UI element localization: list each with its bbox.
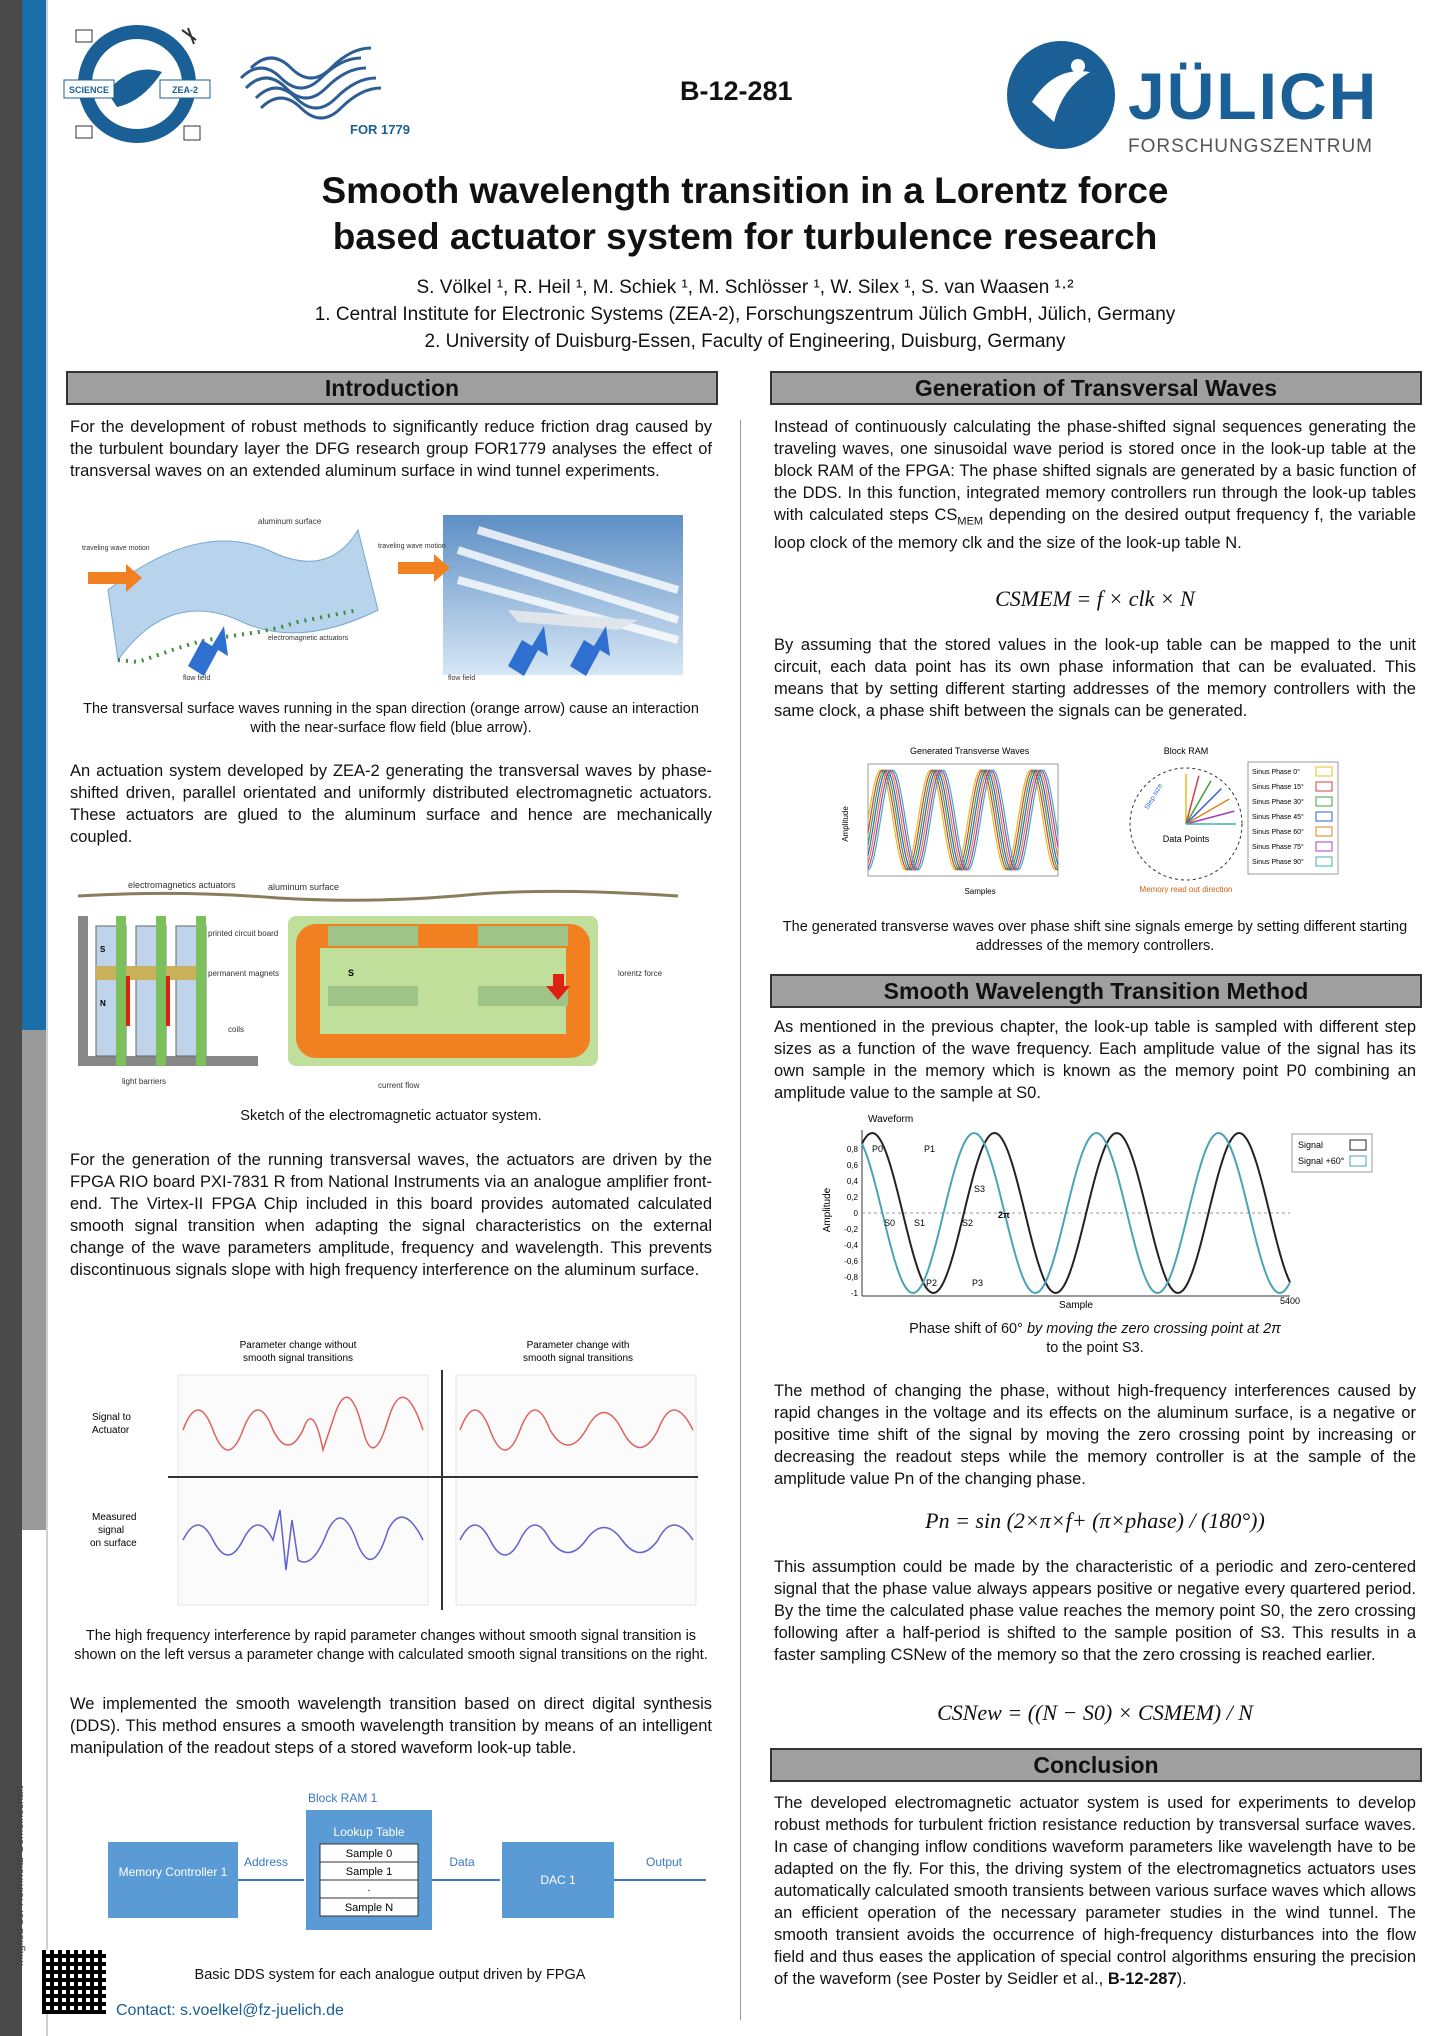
dds-sample-0: Sample 0 [345, 1848, 393, 1860]
fig2-magnets-label: permanent magnets [208, 969, 280, 978]
dds-dots: . [367, 1882, 371, 1894]
fig4-caption: Basic DDS system for each analogue output driven by FPGA [194, 1967, 586, 1983]
fig2-lorentz-label: lorentz force [618, 969, 663, 978]
wave-y-tick: 0,6 [846, 1161, 858, 1170]
wave-p1: P1 [924, 1144, 936, 1154]
gen-wave-line [868, 770, 1058, 870]
wave-series-line [862, 1133, 1290, 1293]
side-stripe-light [46, 0, 48, 2036]
affiliation-1: 1. Central Institute for Electronic Systems (ZEA-2), Forschungszentrum Jülich GmbH, Jülich, Germany [314, 304, 1176, 325]
actuator-sketch-figure [78, 876, 708, 1096]
gen-read-direction: Memory read out direction [1139, 885, 1233, 894]
fig2-em-actuators-label: electromagnetics actuators [128, 880, 236, 890]
gen-legend-entry: Sinus Phase 75° [1252, 844, 1304, 851]
authors: S. Völkel ¹, R. Heil ¹, M. Schiek ¹, M. Schlösser ¹, W. Silex ¹, S. van Waasen ¹·² [416, 277, 1074, 298]
julich-logo-text: JÜLICH [1128, 59, 1379, 133]
wave-legend-signal60: Signal +60° [1298, 1156, 1345, 1166]
fig2-n-1: N [100, 999, 106, 1008]
gen-legend-entry: Sinus Phase 30° [1252, 799, 1304, 806]
wave-fig-xlabel: Sample [1059, 1300, 1093, 1310]
generation-paragraph-1 [774, 416, 1416, 554]
conclusion-end: ). [1176, 1970, 1187, 1988]
contact-email[interactable]: Contact: s.voelkel@fz-juelich.de [116, 2002, 344, 2019]
science-label: SCIENCE [68, 85, 110, 95]
smooth-paragraph-2: The method of changing the phase, without high-frequency interferences caused by rapid changes in the voltage and its effects on the aluminum surface, is a negative or positive time shift of the signal by moving the zero crossing point by increasing or decreasing the readout steps while the memory controller is at the sample of the amplitude value Pn of the changing phase. [774, 1382, 1416, 1488]
conclusion-text: The developed electromagnetic actuator system is used for experiments to develop robust methods for turbulent friction resistance reduction by transversal surface waves. In case of changing inflow conditions waveform parameters like wavelength have to be adapted on the fly. For this, the driving system of the electromagnetics actuators uses automatically calculated smooth transients between various surface waves which allows an efficient operation of the necessary parameter studies in the wind tunnel. The smooth transient avoids the occurrence of high-frequency disturbances into the flow field and thus eases the application of special control algorithms ensuring the precision of the waveform (see Poster by Seidler et al., [774, 1794, 1416, 1988]
julich-logo-icon [1002, 36, 1120, 154]
generation-paragraph-2: By assuming that the stored values in the look-up table can be mapped to the unit circuit, each data point has its own phase information that can be evaluated. This means that by setting different starting addresses of the memory controllers with the same clock, a phase shift between the signals can be generated. [774, 636, 1416, 720]
wave-y-tick: -0,8 [844, 1273, 858, 1282]
fig3-row2-a: Measured [92, 1512, 137, 1523]
wave-s0: S0 [884, 1218, 896, 1228]
authors-block [120, 274, 1370, 355]
fig2-barriers-label: light barriers [122, 1077, 167, 1086]
intro-paragraph-1: For the development of robust methods to significantly reduce friction drag caused by the turbulent boundary layer the DFG research group FOR1779 analyses the effect of transversal waves on an extended aluminum surface in wind tunnel experiments. [70, 418, 712, 480]
fig1-traveling-label-2: traveling wave motion [378, 543, 446, 550]
gen-legend-entry: Sinus Phase 90° [1252, 859, 1304, 866]
helmholtz-label: Mitglied der Helmholtz-Gemeinschaft [14, 1785, 26, 1966]
fig2-aluminum-label: aluminum surface [268, 882, 340, 892]
generation-p1-sub: MEM [957, 515, 984, 528]
generation-caption: The generated transverse waves over phase shift sine signals emerge by setting different starting addresses of the memory controllers. [782, 919, 1408, 954]
gen-legend-entry: Sinus Phase 0° [1252, 769, 1300, 776]
formula-pn: Pn = sin (2×π×f+ (π×phase) / (180°)) [925, 1508, 1265, 1533]
fig3-caption: The high frequency interference by rapid parameter changes without smooth signal transition is shown on the left versus a parameter change with calculated smooth signal transitions on the right. [74, 1628, 708, 1663]
smooth-paragraph-1: As mentioned in the previous chapter, the look-up table is sampled with different step sizes as a function of the wave frequency. Each amplitude value of the signal has its own sample in the memory which is known as the memory point P0 combining an amplitude value to the sample at S0. [774, 1018, 1416, 1102]
fig3-left-title-2: smooth signal transitions [242, 1353, 354, 1364]
poster-title [120, 168, 1370, 260]
wave-s2: S2 [962, 1218, 974, 1228]
dds-dac: DAC 1 [540, 1873, 576, 1887]
gen-legend-entry: Sinus Phase 15° [1252, 784, 1304, 791]
fig3-row2-c: on surface [90, 1538, 137, 1549]
wave-y-tick: -0,6 [844, 1257, 858, 1266]
wave-p0: P0 [872, 1144, 884, 1154]
qr-code[interactable] [42, 1950, 106, 2014]
gen-wave-line [868, 770, 1058, 870]
wave-caption-3: to the point S3. [1046, 1340, 1144, 1356]
fig3-row1-a: Signal to [92, 1412, 131, 1423]
wave-y-tick: -1 [850, 1289, 858, 1298]
zea-label: ZEA-2 [171, 85, 199, 95]
waveform-figure [820, 1110, 1380, 1310]
gen-legend-entry: Sinus Phase 60° [1252, 829, 1304, 836]
dds-output-label: Output [645, 1855, 683, 1869]
conclusion-heading: Conclusion [770, 1748, 1422, 1782]
fig3-left-title-1: Parameter change without [239, 1340, 357, 1351]
fig2-caption: Sketch of the electromagnetic actuator system. [240, 1108, 542, 1124]
generation-heading: Generation of Transversal Waves [770, 371, 1422, 405]
generation-p1-text: Instead of continuously calculating the phase-shifted signal sequences generating the traveling waves, one sinusoidal wave period is stored once in the look-up table at the block RAM of the FPGA: The phase shifted signals are generated by a basic function of the DDS. In this function, integrated memory controllers run through the look-up tables with calculated steps CS [774, 418, 1416, 524]
fig1-actuators-label: electromagnetic actuators [268, 635, 349, 642]
dds-memory-controller: Memory Controller 1 [118, 1865, 228, 1879]
gen-legend-entry: Sinus Phase 45° [1252, 814, 1304, 821]
gen-wave-line [868, 770, 1058, 870]
julich-logo-sub: FORSCHUNGSZENTRUM [1128, 136, 1373, 157]
column-divider [740, 420, 741, 2020]
wave-legend-signal: Signal [1298, 1140, 1324, 1150]
wave-y-tick: 0,8 [846, 1145, 858, 1154]
wave-fig-ylabel: Amplitude [822, 1187, 833, 1233]
dds-sample-n: Sample N [344, 1902, 394, 1914]
smooth-heading: Smooth Wavelength Transition Method [770, 974, 1422, 1008]
for1779-label: FOR 1779 [350, 122, 410, 137]
fig1-aluminum-label: aluminum surface [258, 517, 322, 526]
fig1-caption: The transversal surface waves running in the span direction (orange arrow) cause an interaction with the near-surface flow field (blue arrow). [83, 701, 699, 736]
fig2-s-2: S [348, 968, 355, 978]
title-line2: based actuator system for turbulence research [332, 216, 1158, 257]
wave-fig-xend: 5400 [1280, 1296, 1301, 1306]
dds-lut-label: Lookup Table [333, 1825, 405, 1839]
gen-fig-ylabel: Amplitude [841, 806, 850, 842]
dds-address-label: Address [243, 1855, 289, 1869]
wave-y-tick: 0,2 [846, 1193, 858, 1202]
fig2-pcb-label: printed circuit board [208, 929, 279, 938]
surface-wave-figure [78, 510, 708, 685]
intro-heading: Introduction [66, 371, 718, 405]
wave-caption-1: Phase shift of 60° [909, 1321, 1023, 1337]
signal-transition-figure [88, 1330, 698, 1620]
fig1-flow-label-2: flow field [448, 675, 476, 682]
gen-data-points: Data Points [1162, 834, 1210, 844]
gen-wave-line [868, 770, 1058, 870]
gen-fig-title: Generated Transverse Waves [910, 746, 1030, 756]
gen-wave-line [868, 770, 1058, 870]
fig1-traveling-label: traveling wave motion [82, 545, 150, 552]
wave-fig-title: Waveform [868, 1114, 914, 1125]
conclusion-ref[interactable]: B-12-287 [1107, 1970, 1177, 1988]
fig3-right-title-1: Parameter change with [526, 1340, 630, 1351]
wave-y-tick: 0 [853, 1209, 858, 1218]
side-stripe-grey [22, 1030, 46, 1530]
dds-data-label: Data [449, 1855, 475, 1869]
wave-s3: S3 [974, 1184, 986, 1194]
gen-step-size: Step size [1143, 782, 1165, 811]
gen-wave-line [868, 770, 1058, 870]
gen-wave-line [868, 770, 1058, 870]
conclusion-paragraph [774, 1792, 1416, 1990]
wave-y-tick: 0,4 [846, 1177, 858, 1186]
wave-caption-2: by moving the zero crossing point at 2π [1022, 1321, 1281, 1337]
smooth-paragraph-3: This assumption could be made by the characteristic of a periodic and zero-centered signal that the phase value always appears positive or negative every quartered period. By the time the calculated phase value reaches the memory point S0, the zero crossing following after a half-period is shifted to the sample position of S3. This results in a faster sampling CSNew of the memory so that the zero crossing is reached earlier. [774, 1558, 1416, 1664]
wave-2pi: 2π [998, 1210, 1010, 1220]
wave-series-line [862, 1133, 1290, 1293]
wave-y-tick: -0,2 [844, 1225, 858, 1234]
wave-p2: P2 [926, 1278, 938, 1288]
science-logo [62, 22, 212, 147]
dds-block-diagram [108, 1790, 708, 1940]
intro-paragraph-3: For the generation of the running transversal waves, the actuators are driven by the FPGA RIO board PXI-7831 R from National Instruments via an analogue amplifier front-end. The Virtex-II FPGA Chip included in this board provides automated calculated smooth signal transition when adapting the signal characteristics on the external change of the wave parameters amplitude, frequency and wavelength. This prevents discontinuous signals slope with high frequency interference on the aluminum surface. [70, 1151, 712, 1279]
fig3-row2-b: signal [98, 1525, 125, 1536]
gen-block-ram: Block RAM [1163, 746, 1209, 756]
wave-s1: S1 [914, 1218, 926, 1228]
poster-id: B-12-281 [680, 76, 793, 106]
gen-fig-xlabel: Samples [964, 887, 996, 896]
dds-sample-1: Sample 1 [345, 1866, 393, 1878]
fig2-coils-label: coils [228, 1025, 245, 1034]
wave-y-tick: -0,4 [844, 1241, 858, 1250]
intro-paragraph-2: An actuation system developed by ZEA-2 generating the transversal waves by phase-shifted driven, parallel orientated and uniformly distributed electromagnetic actuators. These actuators are glued to the aluminum surface and hence are mechanically coupled. [70, 762, 712, 846]
fig1-flow-label: flow field [183, 675, 211, 682]
wave-p3: P3 [972, 1278, 984, 1288]
generation-p1-end: depending on the desired output frequency f, the variable loop clock of the memory clk and the size of the look-up table N. [774, 506, 1416, 553]
formula-cs-new: CSNew = ((N − S0) × CSMEM) / N [937, 1700, 1253, 1725]
waveform-caption [774, 1320, 1416, 1358]
for1779-logo [236, 28, 386, 128]
fig3-right-title-2: smooth signal transitions [522, 1353, 634, 1364]
fig2-s-1: S [100, 945, 106, 954]
side-stripe-dark [0, 0, 22, 2036]
generated-waves-figure [840, 744, 1340, 904]
formula-cs-mem: CSMEM = f × clk × N [995, 586, 1195, 611]
intro-paragraph-4: We implemented the smooth wavelength transition based on direct digital synthesis (DDS). This method ensures a smooth wavelength transition by means of an intelligent manipulation of the readout steps of a stored waveform look-up table. [70, 1695, 712, 1757]
dds-block-ram-label: Block RAM 1 [308, 1791, 378, 1805]
fig3-row1-b: Actuator [92, 1425, 130, 1436]
affiliation-2: 2. University of Duisburg-Essen, Faculty of Engineering, Duisburg, Germany [424, 331, 1066, 352]
fig2-current-label: current flow [378, 1081, 420, 1090]
title-line1: Smooth wavelength transition in a Lorentz force [321, 170, 1169, 211]
